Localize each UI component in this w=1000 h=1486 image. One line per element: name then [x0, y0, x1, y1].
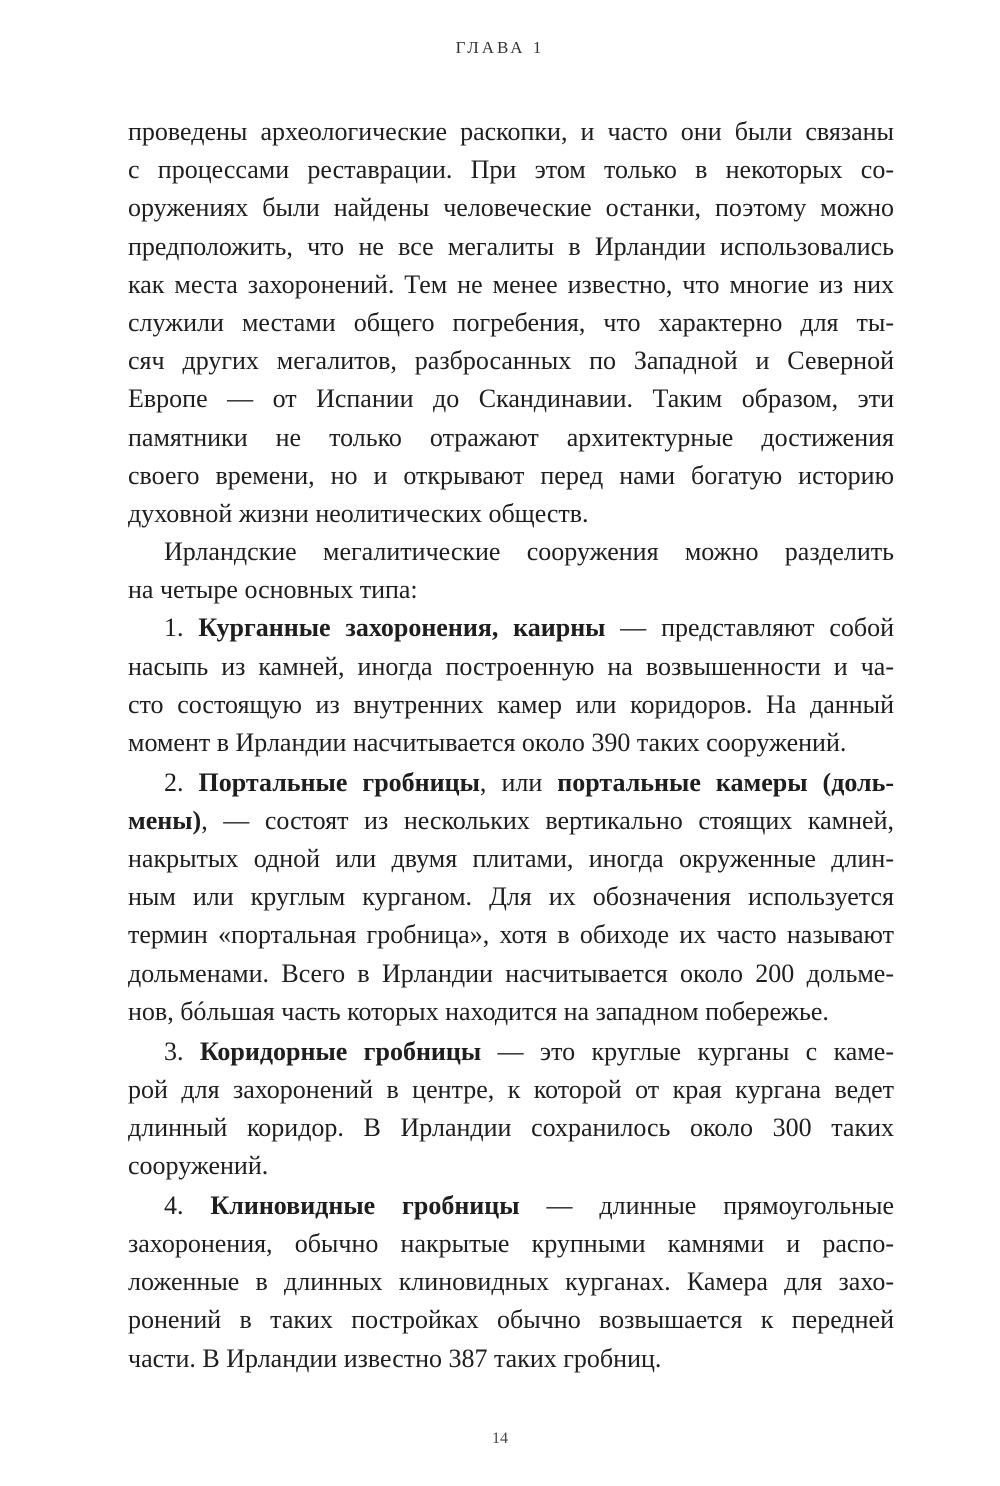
text-line: насыпь из камней, иногда построенную на возвышенности и ча- — [128, 651, 894, 681]
text-line: длинный коридор. В Ирландии сохранилось около 300 таких — [128, 1112, 894, 1142]
list-item-passage-tombs — [128, 1033, 894, 1186]
text-line: как места захоронений. Тем не менее известно, что многие из них — [128, 269, 894, 299]
item-term: Курганные захоронения, каирны — [198, 613, 606, 643]
text-line: части. В Ирландии известно 387 таких гробниц. — [128, 1343, 662, 1373]
text-line — [128, 1033, 894, 1071]
text-line: накрытых одной или двумя плитами, иногда окруженные длин- — [128, 844, 894, 874]
text-line: термин «портальная гробница», хотя в обиходе их часто называют — [128, 920, 894, 950]
text-line: своего времени, но и открывают перед нами богатую историю — [128, 460, 894, 490]
list-item-wedge-tombs — [128, 1187, 894, 1378]
text-line: Европе — от Испании до Скандинавии. Таким образом, эти — [128, 384, 894, 414]
text-line: нов, бóльшая часть которых находится на западном побережье. — [128, 996, 829, 1026]
text-line: захоронения, обычно накрытые крупными камнями и распо- — [128, 1228, 894, 1258]
text-line: сто состоящую из внутренних камер или коридоров. На данный — [128, 689, 894, 719]
text-line: с процессами реставрации. При этом только в некоторых со- — [128, 155, 894, 185]
text-line: ным или круглым курганом. Для их обозначения используется — [128, 882, 894, 912]
text-line — [128, 802, 894, 840]
text-line: сооружений. — [128, 1151, 269, 1181]
item-number: 1. — [164, 613, 199, 643]
text-line: памятники не только отражают архитектурные достижения — [128, 422, 894, 452]
item-text: , — состоят из нескольких вертикально стоящих камней, — [201, 805, 894, 835]
text-line: сяч других мегалитов, разбросанных по Западной и Северной — [128, 346, 894, 376]
item-text: , или — [479, 767, 558, 797]
item-text: — представляют собой — [605, 613, 894, 643]
text-line: служили местами общего погребения, что характерно для ты- — [128, 307, 894, 337]
text-line — [128, 609, 894, 647]
text-line: духовной жизни неолитических обществ. — [128, 498, 589, 528]
text-line: оружениях были найдены человеческие останки, поэтому можно — [128, 193, 894, 223]
item-text: — это круглые курганы с каме- — [481, 1036, 894, 1066]
text-line: Ирландские мегалитические сооружения можно разделить — [164, 537, 894, 567]
text-line: момент в Ирландии насчитывается около 390 таких сооружений. — [128, 728, 847, 757]
item-term: мены) — [128, 805, 202, 835]
text-line: рой для захоронений в центре, к которой от края кургана ведет — [128, 1074, 894, 1104]
running-head: ГЛАВА 1 — [455, 38, 545, 57]
text-line: ронений в таких постройках обычно возвышается к передней — [128, 1305, 894, 1335]
list-item-portal-tombs — [128, 764, 894, 1031]
item-number: 4. — [164, 1190, 211, 1220]
paragraph-continuation — [128, 113, 894, 533]
text-line: предположить, что не все мегалиты в Ирландии использовались — [128, 231, 894, 261]
item-term: Портальные гробницы — [198, 767, 480, 797]
text-line: проведены археологические раскопки, и часто они были связаны — [128, 117, 894, 146]
text-line: на четыре основных типа: — [128, 575, 418, 605]
item-term: Клиновидные гробницы — [210, 1190, 520, 1220]
item-text: — длинные прямоугольные — [519, 1190, 894, 1220]
text-line: дольменами. Всего в Ирландии насчитывается около 200 дольме- — [128, 958, 894, 988]
text-line — [128, 1187, 894, 1225]
item-term: портальные камеры (доль- — [557, 767, 894, 797]
item-number: 3. — [164, 1036, 200, 1066]
page-number: 14 — [492, 1430, 508, 1447]
text-line — [128, 764, 894, 802]
list-item-cairns — [128, 609, 894, 762]
paragraph-intro — [128, 533, 894, 609]
item-number: 2. — [164, 767, 199, 797]
text-line: ложенные в длинных клиновидных курганах. Камера для захо- — [128, 1267, 894, 1297]
item-term: Коридорные гробницы — [199, 1036, 482, 1066]
body-text — [128, 113, 894, 1378]
